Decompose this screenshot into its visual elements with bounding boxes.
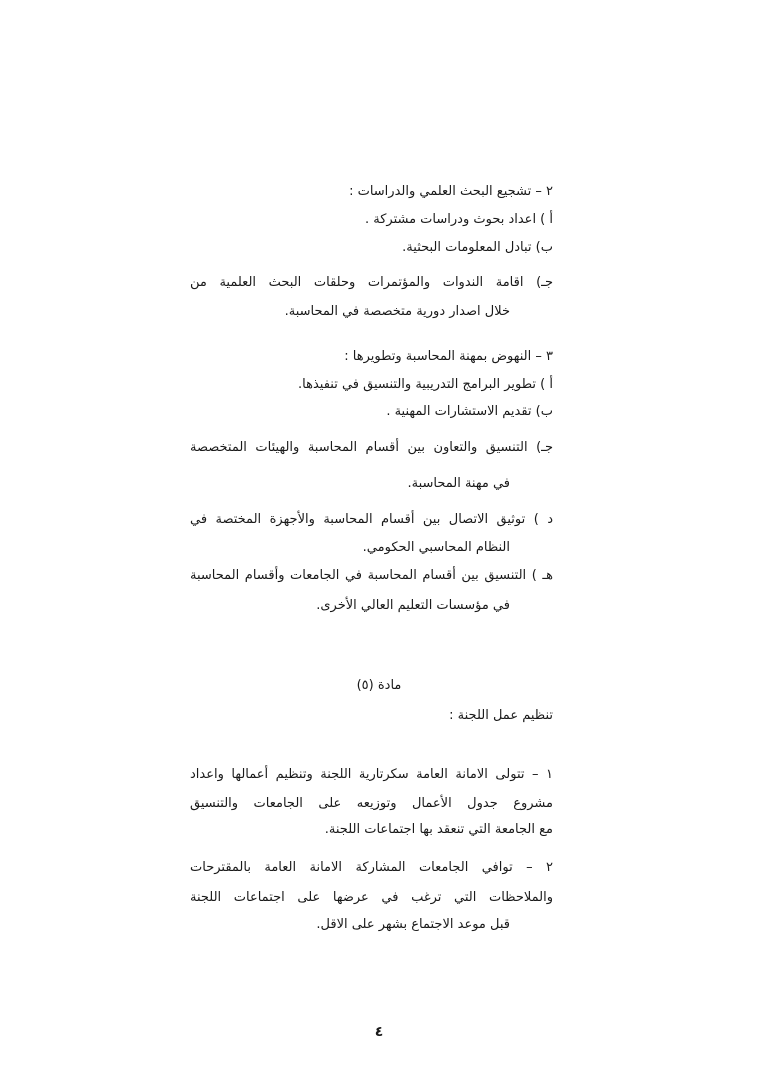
list-item: هـ ) التنسيق بين أقسام المحاسبة في الجامعات وأقسام المحاسبة bbox=[190, 568, 553, 583]
section-heading: ٢ – تشجيع البحث العلمي والدراسات : bbox=[349, 184, 553, 199]
list-item: أ ) اعداد بحوث ودراسات مشتركة . bbox=[364, 212, 553, 227]
page-number: ٤ bbox=[374, 1024, 384, 1040]
list-item: أ ) تطوير البرامج التدريبية والتنسيق في تنفيذها. bbox=[298, 377, 553, 392]
list-item: ب) تبادل المعلومات البحثية. bbox=[402, 240, 553, 255]
paragraph-line: ١ – تتولى الامانة العامة سكرتارية اللجنة وتنظيم أعمالها واعداد bbox=[190, 767, 553, 782]
paragraph-line: مع الجامعة التي تنعقد بها اجتماعات اللجنة. bbox=[324, 822, 553, 837]
paragraph-line: مشروع جدول الأعمال وتوزيعه على الجامعات والتنسيق bbox=[190, 796, 553, 811]
section-heading: ٣ – النهوض بمهنة المحاسبة وتطويرها : bbox=[344, 349, 553, 364]
paragraph-line: ٢ – توافي الجامعات المشاركة الامانة العامة بالمقترحات bbox=[190, 860, 553, 875]
list-item-continuation: خلال اصدار دورية متخصصة في المحاسبة. bbox=[284, 304, 510, 319]
article-title: مادة (٥) bbox=[356, 678, 402, 693]
list-item-continuation: في مهنة المحاسبة. bbox=[407, 476, 510, 491]
list-item: د ) توثيق الاتصال بين أقسام المحاسبة والأجهزة المختصة في bbox=[190, 512, 553, 527]
list-item: جـ) اقامة الندوات والمؤتمرات وحلقات البحث العلمية من bbox=[190, 275, 553, 290]
article-subtitle: تنظيم عمل اللجنة : bbox=[449, 708, 553, 723]
list-item: ب) تقديم الاستشارات المهنية . bbox=[386, 404, 553, 419]
list-item-continuation: في مؤسسات التعليم العالي الأخرى. bbox=[316, 598, 510, 613]
list-item-continuation: النظام المحاسبي الحكومي. bbox=[362, 540, 510, 555]
list-item: جـ) التنسيق والتعاون بين أقسام المحاسبة والهيئات المتخصصة bbox=[190, 440, 553, 455]
paragraph-line: والملاحظات التي ترغب في عرضها على اجتماعات اللجنة bbox=[190, 890, 553, 905]
paragraph-line: قبل موعد الاجتماع بشهر على الاقل. bbox=[316, 917, 510, 932]
